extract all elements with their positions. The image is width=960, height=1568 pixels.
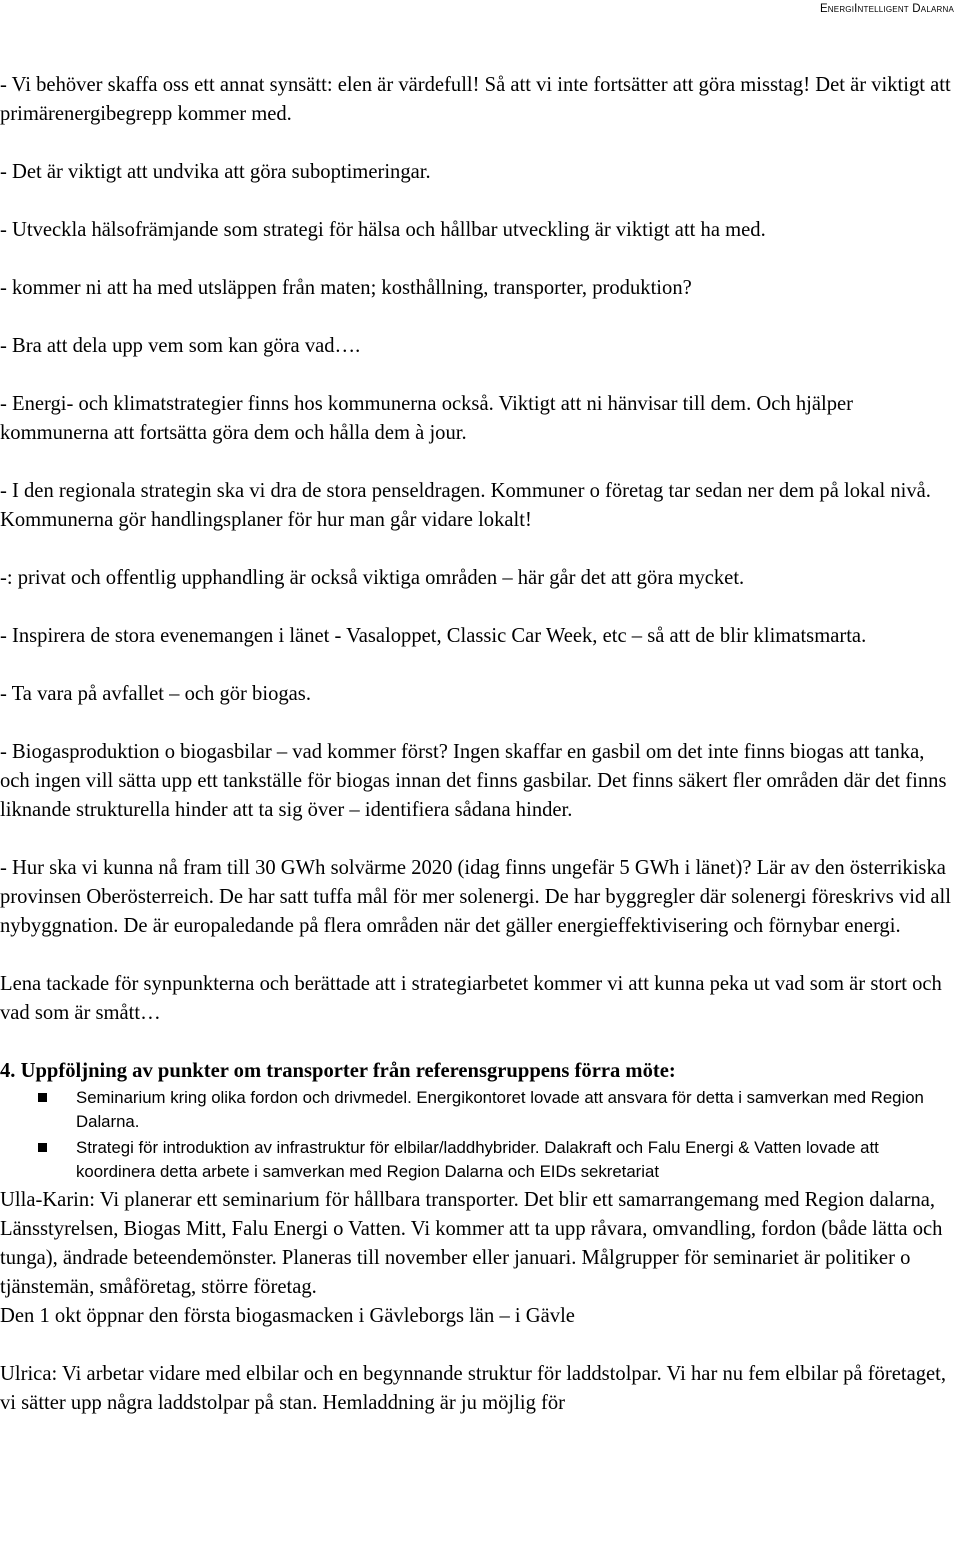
list-item [0, 1136, 955, 1184]
paragraph: - Det är viktigt att undvika att göra suboptimeringar. [0, 161, 431, 183]
paragraph: - Inspirera de stora evenemangen i länet - Vasaloppet, Classic Car Week, etc – så att de blir klimatsmarta. [0, 625, 867, 647]
paragraph: -: privat och offentlig upphandling är också viktiga områden – här går det att göra mycket. [0, 567, 745, 589]
header-title: EnergiIntelligent Dalarna [819, 3, 954, 15]
paragraph-biogas-note: Den 1 okt öppnar den första biogasmacken i Gävleborgs län – i Gävle [0, 1305, 575, 1327]
paragraph-ulrica: Ulrica: Vi arbetar vidare med elbilar och en begynnande struktur för laddstolpar. Vi har nu fem elbilar på företaget, vi sätter upp några laddstolpar på stan. Hemladdning är ju möjlig för [0, 1363, 947, 1414]
paragraph: - Utveckla hälsofrämjande som strategi för hälsa och hållbar utveckling är viktigt att ha med. [0, 219, 766, 241]
page-header [820, 3, 954, 15]
list-item-text: Strategi för introduktion av infrastruktur för elbilar/laddhybrider. Dalakraft och Falu Energi & Vatten lovade att koordinera detta arbete i samverkan med Region Dalarna och EIDs sekretariat [76, 1138, 879, 1181]
list-item [0, 1086, 955, 1134]
paragraph: - I den regionala strategin ska vi dra de stora penseldragen. Kommuner o företag tar sedan ner dem på lokal nivå. Kommunerna gör handlingsplaner för hur man går vidare lokalt! [0, 480, 931, 531]
paragraph: - Energi- och klimatstrategier finns hos kommunerna också. Viktigt att ni hänvisar till dem. Och hjälper kommunerna att fortsätta göra dem och hålla dem à jour. [0, 393, 854, 444]
section-heading: 4. Uppföljning av punkter om transporter från referensgruppens förra möte: [0, 1060, 676, 1082]
paragraph: - Bra att dela upp vem som kan göra vad…. [0, 335, 361, 357]
square-bullet-icon [38, 1143, 47, 1152]
square-bullet-icon [38, 1093, 47, 1102]
paragraph: - Biogasproduktion o biogasbilar – vad kommer först? Ingen skaffar en gasbil om det inte finns biogas att tanka, och ingen vill sätta upp ett tankställe för biogas innan det finns gasbilar. Det finns säkert fler områden där det finns liknande strukturella hinder att ta sig över – identifiera sådana hinder. [0, 741, 947, 821]
bullet-list [0, 1086, 955, 1184]
paragraph: Lena tackade för synpunkterna och berättade att i strategiarbetet kommer vi att kunna peka ut vad som är stort och vad som är smått… [0, 973, 942, 1024]
paragraph: - kommer ni att ha med utsläppen från maten; kosthållning, transporter, produktion? [0, 277, 692, 299]
paragraph: - Vi behöver skaffa oss ett annat synsätt: elen är värdefull! Så att vi inte fortsätter att göra misstag! Det är viktigt att primärenergibegrepp kommer med. [0, 74, 951, 125]
paragraph-ulla-karin: Ulla-Karin: Vi planerar ett seminarium för hållbara transporter. Det blir ett samarrangemang med Region dalarna, Länsstyrelsen, Biogas Mitt, Falu Energi o Vatten. Vi kommer att ta upp råvara, omvandling, fordon (både lätta och tunga), ändrade beteendemönster. Planeras till november eller januari. Målgrupper för seminariet är politiker o tjänstemän, småföretag, större företag. [0, 1189, 943, 1298]
paragraph: - Hur ska vi kunna nå fram till 30 GWh solvärme 2020 (idag finns ungefär 5 GWh i länet)? Lär av den österrikiska provinsen Oberösterreich. De har satt tuffa mål för mer solenergi. De har byggregler där solenergi föreskrivs vid all nybyggnation. De är europaledande på flera områden när det gäller energieffektivisering och förnybar energi. [0, 857, 952, 937]
list-item-text: Seminarium kring olika fordon och drivmedel. Energikontoret lovade att ansvara för detta i samverkan med Region Dalarna. [76, 1088, 924, 1131]
document-body [0, 71, 955, 1418]
paragraph: - Ta vara på avfallet – och gör biogas. [0, 683, 311, 705]
